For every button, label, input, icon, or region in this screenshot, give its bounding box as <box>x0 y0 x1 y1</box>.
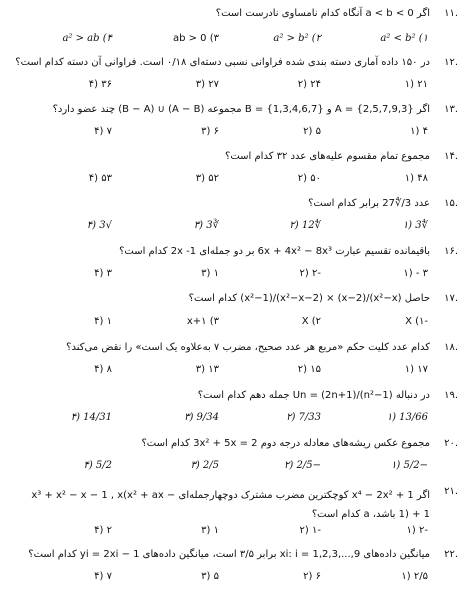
question-stem: عدد 3/∜27 برابر کدام است؟ <box>308 198 430 209</box>
option-3[interactable]: ۲۷ (۳ <box>195 79 219 90</box>
question-stem: میانگین داده‌های xi: i = 1,2,3,...,9 برابر ۳/۵ است، میانگین داده‌های yi = 2xi − 1 کدام است؟ <box>28 549 430 560</box>
option-4[interactable]: ۳۶ (۴ <box>88 79 112 90</box>
option-3[interactable]: ab > 0 (۳ <box>172 33 219 44</box>
option-2[interactable]: -۲ (۲ <box>299 268 321 279</box>
option-2[interactable]: X (۲ <box>301 316 321 327</box>
option-4[interactable]: √3 (۴ <box>86 220 112 231</box>
option-2[interactable]: a² > b² (۲ <box>273 33 321 44</box>
question-number: ۲۱. <box>444 486 458 497</box>
question-number: ۲۲. <box>444 549 458 560</box>
option-4[interactable]: ۸ (۴ <box>94 364 112 375</box>
option-3[interactable]: ۱ (۳ <box>201 525 219 536</box>
option-3[interactable]: 2/5 (۳ <box>190 460 219 471</box>
question-number: ۱۲. <box>444 57 458 68</box>
option-3[interactable]: ۱۳ (۳ <box>195 364 219 375</box>
option-1[interactable]: -۲ (۱ <box>406 525 428 536</box>
option-3[interactable]: ۵۲ (۳ <box>195 173 219 184</box>
option-3[interactable]: ۵ (۳ <box>201 571 219 582</box>
option-3[interactable]: 9/34 (۳ <box>184 412 219 423</box>
option-2[interactable]: ۵ (۲ <box>303 126 321 137</box>
question-stem: مجموع تمام مقسوم علیه‌های عدد ۳۲ کدام است؟ <box>225 151 430 162</box>
option-2[interactable]: ۶ (۲ <box>303 571 321 582</box>
option-1[interactable]: ۲۱ (۱ <box>404 79 428 90</box>
option-1[interactable]: −5/2 (۱ <box>391 460 428 471</box>
question-stem: باقیمانده تقسیم عبارت 6x + 4x² − 8x³ بر دو جمله‌ای 2x -1 کدام است؟ <box>119 246 430 257</box>
option-2[interactable]: ۵۰ (۲ <box>297 173 321 184</box>
option-4[interactable]: ۷ (۴ <box>94 126 112 137</box>
option-1[interactable]: a² < b² (۱ <box>380 33 428 44</box>
option-1[interactable]: ∜3 (۱ <box>402 220 428 231</box>
option-1[interactable]: -X (۱ <box>405 316 428 327</box>
option-2[interactable]: 7/33 (۲ <box>286 412 321 423</box>
option-3[interactable]: ∛3 (۳ <box>193 220 219 231</box>
question-stem: در ۱۵۰ داده آماری دسته بندی شده فراوانی نسبی دسته‌ای ۰/۱۸ است. فراوانی آن دسته کدام است؟ <box>15 57 430 68</box>
option-1[interactable]: ۱۷ (۱ <box>404 364 428 375</box>
option-3[interactable]: ۶ (۳ <box>201 126 219 137</box>
question-stem: در دنباله Un = (2n+1)/(n²−1) جمله دهم کدام است؟ <box>197 390 430 401</box>
option-4[interactable]: ۳ (۴ <box>94 268 112 279</box>
option-1[interactable]: ۳ - (۱ <box>403 268 428 279</box>
question-number: ۲۰. <box>444 438 458 449</box>
question-number: ۱۴. <box>444 151 458 162</box>
option-1[interactable]: ۴۸ (۱ <box>404 173 428 184</box>
question-stem: اگر a < b < 0 آنگاه کدام نامساوی نادرست است؟ <box>215 8 430 19</box>
option-1[interactable]: ۲/۵ (۱ <box>401 571 428 582</box>
option-2[interactable]: ۲۴ (۲ <box>297 79 321 90</box>
question-stem: اگر {2,5,7,9,3} = A و {1,3,4,6,7} = B مجموعه (A − B) ∪ (B − A) چند عضو دارد؟ <box>52 104 430 115</box>
option-4[interactable]: ۱ (۴ <box>94 316 112 327</box>
option-1[interactable]: ۴ (۱ <box>410 126 428 137</box>
question-number: ۱۱. <box>444 8 458 19</box>
question-number: ۱۷. <box>444 293 458 304</box>
option-1[interactable]: 13/66 (۱ <box>386 412 428 423</box>
option-3[interactable]: x+۱ (۳ <box>186 316 219 327</box>
option-2[interactable]: -۱ (۲ <box>299 525 321 536</box>
question-stem: کدام عدد کلیت حکم «مربع هر عدد صحیح، مضرب ۷ به‌علاوه یک است» را نقض می‌کند؟ <box>66 342 430 353</box>
question-number: ۱۶. <box>444 246 458 257</box>
option-4[interactable]: 14/31 (۴ <box>70 412 112 423</box>
question-number: ۱۳. <box>444 104 458 115</box>
question-number: ۱۸. <box>444 342 458 353</box>
option-4[interactable]: ۲ (۴ <box>94 525 112 536</box>
option-4[interactable]: 5/2 (۴ <box>83 460 112 471</box>
option-4[interactable]: a² > ab (۴ <box>62 33 112 44</box>
question-number: ۱۵. <box>444 198 458 209</box>
option-4[interactable]: ۷ (۴ <box>94 571 112 582</box>
option-4[interactable]: ۵۳ (۴ <box>88 173 112 184</box>
option-3[interactable]: ۱ (۳ <box>201 268 219 279</box>
question-number: ۱۹. <box>444 390 458 401</box>
option-2[interactable]: ۱۵ (۲ <box>297 364 321 375</box>
question-stem: حاصل (x²−x)/(x−2) × (x²−x−2)/(x²−1) کدام است؟ <box>188 293 430 304</box>
question-stem: اگر x⁴ − 2x² + 1 کوچکترین مضرب مشترک دوچهارجمله‌ای x³ + x² − x − 1 , x(x² + ax − 1) + 1 باشد، a کدام است؟ <box>31 490 430 520</box>
question-stem: مجموع عکس ریشه‌های معادله درجه دوم 3x² + 5x = 2 کدام است؟ <box>141 438 430 449</box>
option-2[interactable]: −2/5 (۲ <box>284 460 321 471</box>
option-2[interactable]: ∜12 (۲ <box>289 220 321 231</box>
